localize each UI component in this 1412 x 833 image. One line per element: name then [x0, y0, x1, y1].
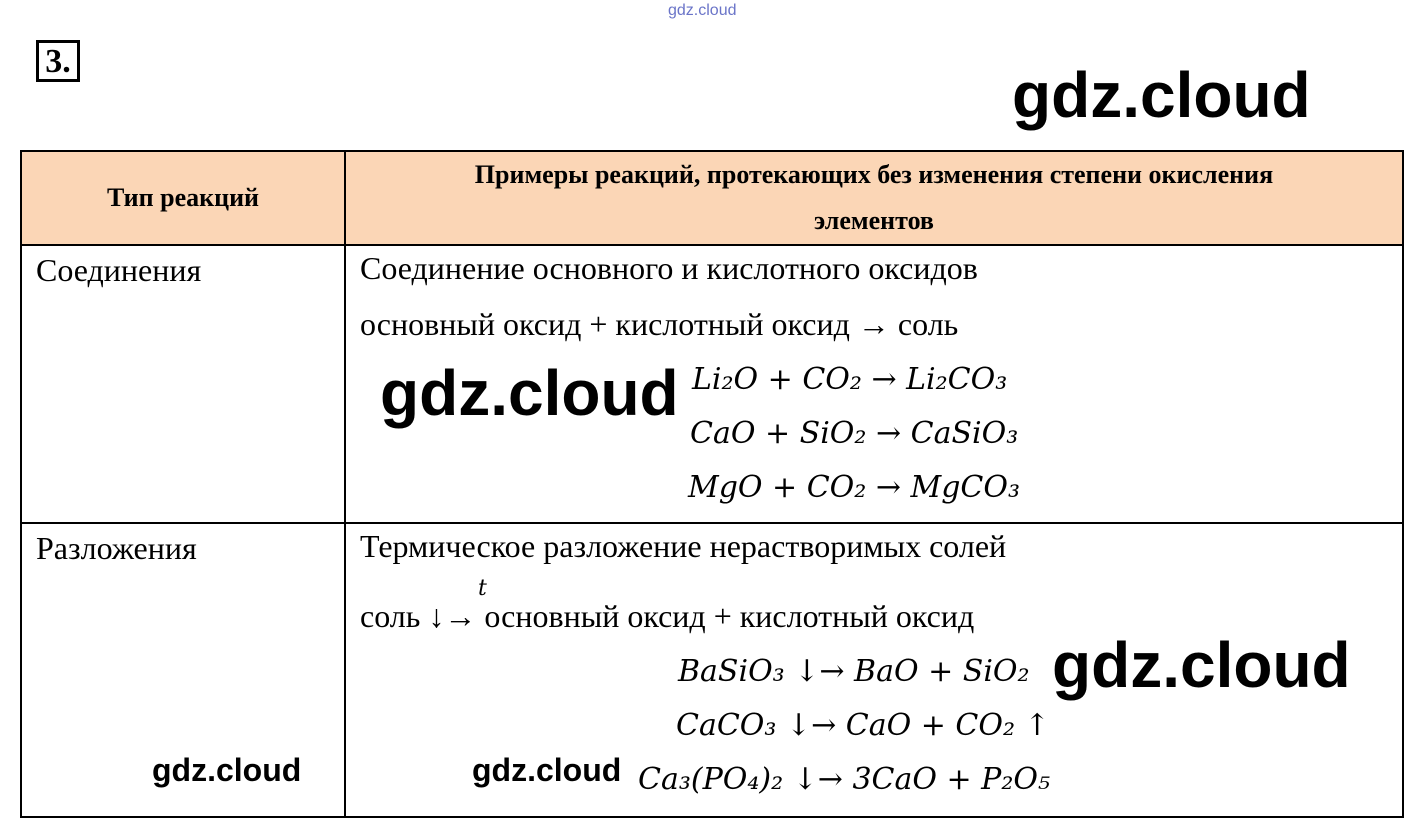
equation: CaO + SiO₂ → CaSiO₃ [690, 416, 1019, 451]
header-examples [345, 151, 1403, 245]
reaction-type-cell: Соединения [21, 245, 345, 523]
equation: MgO + CO₂ → MgCO₃ [688, 470, 1021, 505]
reaction-scheme: основный оксид + кислотный оксид → соль [360, 306, 959, 342]
arrow-label-t: t [478, 576, 487, 601]
watermark: gdz.cloud [1052, 629, 1351, 701]
reaction-scheme: соль ↓→ основный оксид + кислотный оксид [360, 598, 975, 634]
watermark: gdz.cloud [380, 357, 679, 429]
reaction-title: Соединение основного и кислотного оксидов [360, 250, 978, 286]
header-reaction-type: Тип реакций [21, 151, 345, 245]
equation: CaCO₃ ↓→ CaO + CO₂ ↑ [676, 708, 1050, 743]
equation: BaSiO₃ ↓→ BaO + SiO₂ [678, 654, 1030, 689]
table-header-row [21, 151, 1403, 245]
top-watermark: gdz.cloud [668, 2, 737, 19]
reaction-type-cell: Разложения [21, 523, 345, 817]
reactions-table [20, 150, 1404, 818]
watermark: gdz.cloud [472, 752, 622, 788]
header-examples-line1: Примеры реакций, протекающих без изменения степени окисления [474, 160, 1274, 189]
task-number: 3. [36, 40, 80, 82]
watermark: gdz.cloud [152, 752, 302, 788]
equation: Li₂O + CO₂ → Li₂CO₃ [692, 362, 1008, 397]
table-row [21, 245, 1403, 523]
reaction-title: Термическое разложение нерастворимых солей [360, 528, 1007, 564]
header-examples-line2: элементов [814, 206, 934, 235]
watermark: gdz.cloud [1012, 59, 1311, 131]
equation: Ca₃(PO₄)₂ ↓→ 3CaO + P₂O₅ [638, 762, 1051, 797]
